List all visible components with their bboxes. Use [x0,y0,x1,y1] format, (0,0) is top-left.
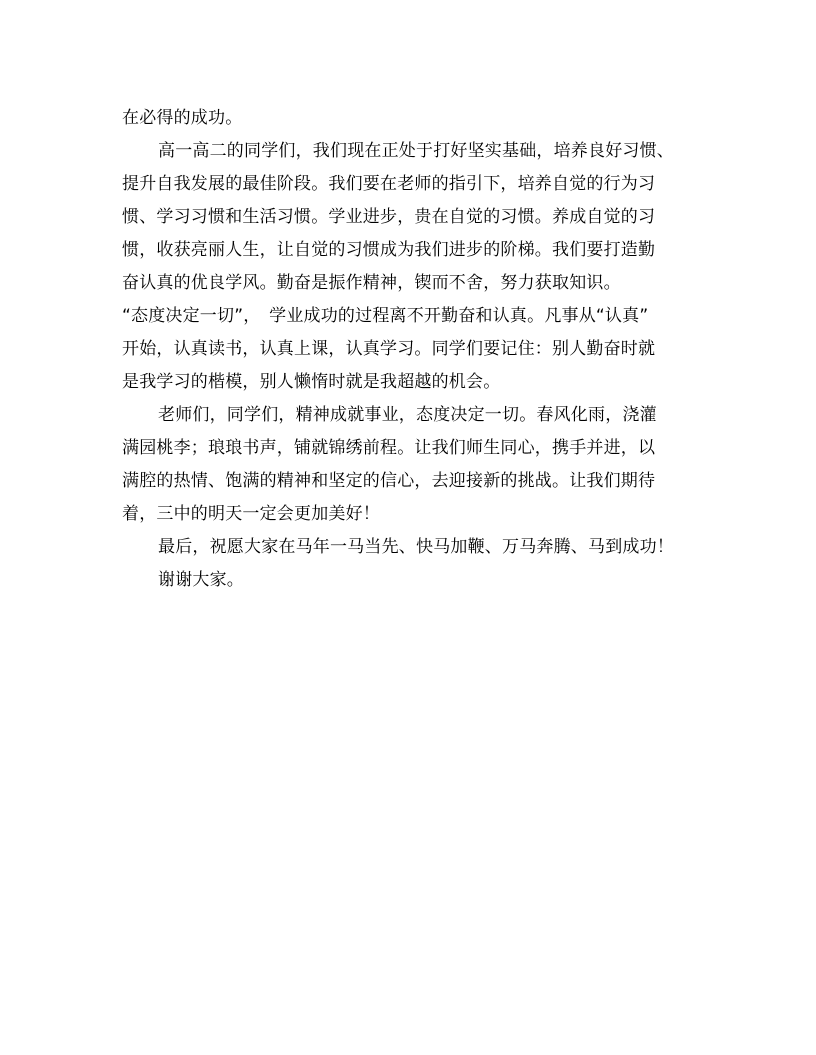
paragraph-line-11: 满园桃李；琅琅书声，铺就锦绣前程。让我们师生同心，携手并进，以 [122,438,656,458]
paragraph-line-8: 开始，认真读书，认真上课，认真学习。同学们要记住：别人勤奋时就 [122,339,656,359]
paragraph-line-14: 最后，祝愿大家在马年一马当先、快马加鞭、万马奔腾、马到成功！ [158,537,674,557]
paragraph-line-10: 老师们，同学们，精神成就事业，态度决定一切。春风化雨，浇灌 [158,405,657,425]
paragraph-line-2: 高一高二的同学们，我们现在正处于打好坚实基础，培养良好习惯、 [158,141,674,161]
paragraph-line-3: 提升自我发展的最佳阶段。我们要在老师的指引下，培养自觉的行为习 [122,174,656,194]
paragraph-line-4: 惯、学习习惯和生活习惯。学业进步，贵在自觉的习惯。养成自觉的习 [122,207,656,227]
paragraph-line-6: 奋认真的优良学风。勤奋是振作精神，锲而不舍，努力获取知识。 [122,273,621,293]
paragraph-line-7: “态度决定一切”， 学业成功的过程离不开勤奋和认真。凡事从“认真” [122,306,649,326]
paragraph-line-15: 谢谢大家。 [158,570,244,590]
paragraph-line-1: 在必得的成功。 [122,108,243,128]
paragraph-line-13: 着，三中的明天一定会更加美好！ [122,504,380,524]
paragraph-line-9: 是我学习的楷模，别人懒惰时就是我超越的机会。 [122,372,501,392]
paragraph-line-12: 满腔的热情、饱满的精神和坚定的信心，去迎接新的挑战。让我们期待 [122,471,656,491]
document-body [122,102,702,597]
paragraph-line-5: 惯，收获亮丽人生，让自觉的习惯成为我们进步的阶梯。我们要打造勤 [122,240,656,260]
